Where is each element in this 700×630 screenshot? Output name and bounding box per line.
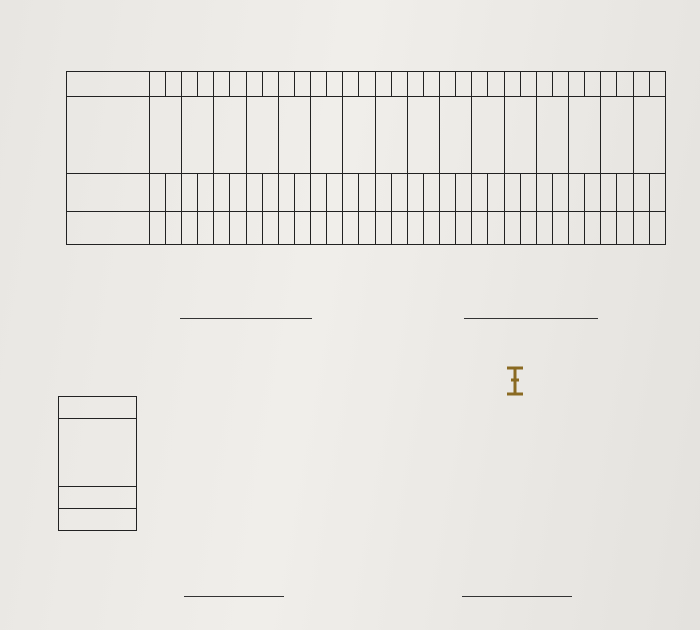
mask-bit-cell[interactable]	[182, 174, 198, 212]
register-field-cell	[536, 97, 568, 174]
value-bit-cell[interactable]	[601, 212, 617, 245]
moder-value-label	[67, 212, 150, 245]
bit-number-cell	[585, 72, 601, 97]
bit-number-cell	[649, 72, 665, 97]
mask-bit-cell[interactable]	[214, 174, 230, 212]
pupdr-mask-hex-blank[interactable]	[184, 596, 284, 597]
value-bit-cell[interactable]	[440, 212, 456, 245]
mask-bit-cell[interactable]	[456, 174, 472, 212]
value-bit-cell[interactable]	[198, 212, 214, 245]
value-bit-cell[interactable]	[327, 212, 343, 245]
moder-register-label	[67, 97, 150, 174]
value-bit-cell[interactable]	[182, 212, 198, 245]
register-field-cell	[182, 97, 214, 174]
mask-bit-cell[interactable]	[536, 174, 552, 212]
mask-bit-cell[interactable]	[246, 174, 262, 212]
value-bit-cell[interactable]	[552, 212, 568, 245]
bit-number-cell	[472, 72, 488, 97]
bit-number-cell	[456, 72, 472, 97]
value-bit-cell[interactable]	[649, 212, 665, 245]
mask-bit-cell[interactable]	[343, 174, 359, 212]
pupdr-register-label	[59, 419, 137, 487]
mask-bit-cell[interactable]	[294, 174, 310, 212]
register-field-cell	[375, 97, 407, 174]
bit-number-cell	[230, 72, 246, 97]
bit-number-cell	[214, 72, 230, 97]
value-bit-cell[interactable]	[343, 212, 359, 245]
mask-bit-cell[interactable]	[472, 174, 488, 212]
value-bit-cell[interactable]	[359, 212, 375, 245]
register-field-cell	[311, 97, 343, 174]
value-bit-cell[interactable]	[569, 212, 585, 245]
bit-number-cell	[423, 72, 439, 97]
value-bit-cell[interactable]	[520, 212, 536, 245]
value-bit-cell[interactable]	[375, 212, 391, 245]
bit-number-cell	[407, 72, 423, 97]
bit-number-cell	[391, 72, 407, 97]
bit-number-cell	[488, 72, 504, 97]
moder-mask-hex-blank[interactable]	[180, 318, 312, 319]
value-bit-cell[interactable]	[391, 212, 407, 245]
mask-bit-cell[interactable]	[278, 174, 294, 212]
bit-number-cell	[165, 72, 181, 97]
bit-number-cell	[601, 72, 617, 97]
register-field-cell	[407, 97, 439, 174]
value-bit-cell[interactable]	[536, 212, 552, 245]
bit-number-cell	[617, 72, 633, 97]
value-bit-cell[interactable]	[633, 212, 649, 245]
value-bit-cell[interactable]	[214, 212, 230, 245]
value-bit-cell[interactable]	[456, 212, 472, 245]
bit-number-cell	[375, 72, 391, 97]
value-bit-cell[interactable]	[262, 212, 278, 245]
bit-number-cell	[182, 72, 198, 97]
pupdr-value-label	[59, 509, 137, 531]
register-field-cell	[633, 97, 666, 174]
register-field-cell	[569, 97, 601, 174]
bit-number-cell	[569, 72, 585, 97]
bit-number-cell	[278, 72, 294, 97]
mask-bit-cell[interactable]	[262, 174, 278, 212]
value-bit-cell[interactable]	[472, 212, 488, 245]
register-header	[67, 72, 150, 97]
mask-bit-cell[interactable]	[488, 174, 504, 212]
bit-number-cell	[552, 72, 568, 97]
pupdr-value-hex-blank[interactable]	[462, 596, 572, 597]
mask-bit-cell[interactable]	[601, 174, 617, 212]
mask-bit-cell[interactable]	[423, 174, 439, 212]
pupdr-mask-label	[59, 487, 137, 509]
text-cursor-icon	[504, 366, 526, 396]
value-bit-cell[interactable]	[617, 212, 633, 245]
bit-number-cell	[246, 72, 262, 97]
mask-bit-cell[interactable]	[391, 174, 407, 212]
value-bit-cell[interactable]	[407, 212, 423, 245]
bit-number-cell	[343, 72, 359, 97]
register-field-cell	[214, 97, 246, 174]
value-bit-cell[interactable]	[165, 212, 181, 245]
register-field-cell	[246, 97, 278, 174]
value-bit-cell[interactable]	[488, 212, 504, 245]
value-bit-cell[interactable]	[423, 212, 439, 245]
mask-bit-cell[interactable]	[311, 174, 327, 212]
mask-bit-cell[interactable]	[359, 174, 375, 212]
mask-bit-cell[interactable]	[504, 174, 520, 212]
register-field-cell	[149, 97, 181, 174]
value-bit-cell[interactable]	[585, 212, 601, 245]
register-field-cell	[472, 97, 504, 174]
value-bit-cell[interactable]	[149, 212, 165, 245]
bit-number-cell	[536, 72, 552, 97]
moder-mask-label	[67, 174, 150, 212]
bit-number-cell	[504, 72, 520, 97]
mask-bit-cell[interactable]	[230, 174, 246, 212]
register-field-cell	[440, 97, 472, 174]
register-field-cell	[278, 97, 310, 174]
mask-bit-cell[interactable]	[375, 174, 391, 212]
bit-number-cell	[294, 72, 310, 97]
mask-bit-cell[interactable]	[649, 174, 665, 212]
mask-bit-cell[interactable]	[165, 174, 181, 212]
value-bit-cell[interactable]	[294, 212, 310, 245]
bit-number-cell	[440, 72, 456, 97]
register-field-cell	[343, 97, 375, 174]
register-header-b	[59, 397, 137, 419]
value-bit-cell[interactable]	[230, 212, 246, 245]
bit-number-cell	[149, 72, 165, 97]
mask-bit-cell[interactable]	[552, 174, 568, 212]
mask-bit-cell[interactable]	[585, 174, 601, 212]
bit-number-cell	[327, 72, 343, 97]
register-field-cell	[504, 97, 536, 174]
mask-bit-cell[interactable]	[569, 174, 585, 212]
bit-number-cell	[633, 72, 649, 97]
bit-number-cell	[520, 72, 536, 97]
pupdr-register-table	[58, 396, 636, 531]
bit-number-cell	[311, 72, 327, 97]
value-bit-cell[interactable]	[504, 212, 520, 245]
mask-bit-cell[interactable]	[198, 174, 214, 212]
register-field-cell	[601, 97, 633, 174]
mask-bit-cell[interactable]	[617, 174, 633, 212]
value-bit-cell[interactable]	[246, 212, 262, 245]
mask-bit-cell[interactable]	[520, 174, 536, 212]
mask-bit-cell[interactable]	[440, 174, 456, 212]
moder-value-hex-blank[interactable]	[464, 318, 598, 319]
mask-bit-cell[interactable]	[633, 174, 649, 212]
mask-bit-cell[interactable]	[407, 174, 423, 212]
value-bit-cell[interactable]	[278, 212, 294, 245]
mask-bit-cell[interactable]	[149, 174, 165, 212]
bit-number-cell	[359, 72, 375, 97]
bit-number-cell	[262, 72, 278, 97]
bit-number-cell	[198, 72, 214, 97]
moder-register-table	[66, 71, 666, 245]
value-bit-cell[interactable]	[311, 212, 327, 245]
mask-bit-cell[interactable]	[327, 174, 343, 212]
